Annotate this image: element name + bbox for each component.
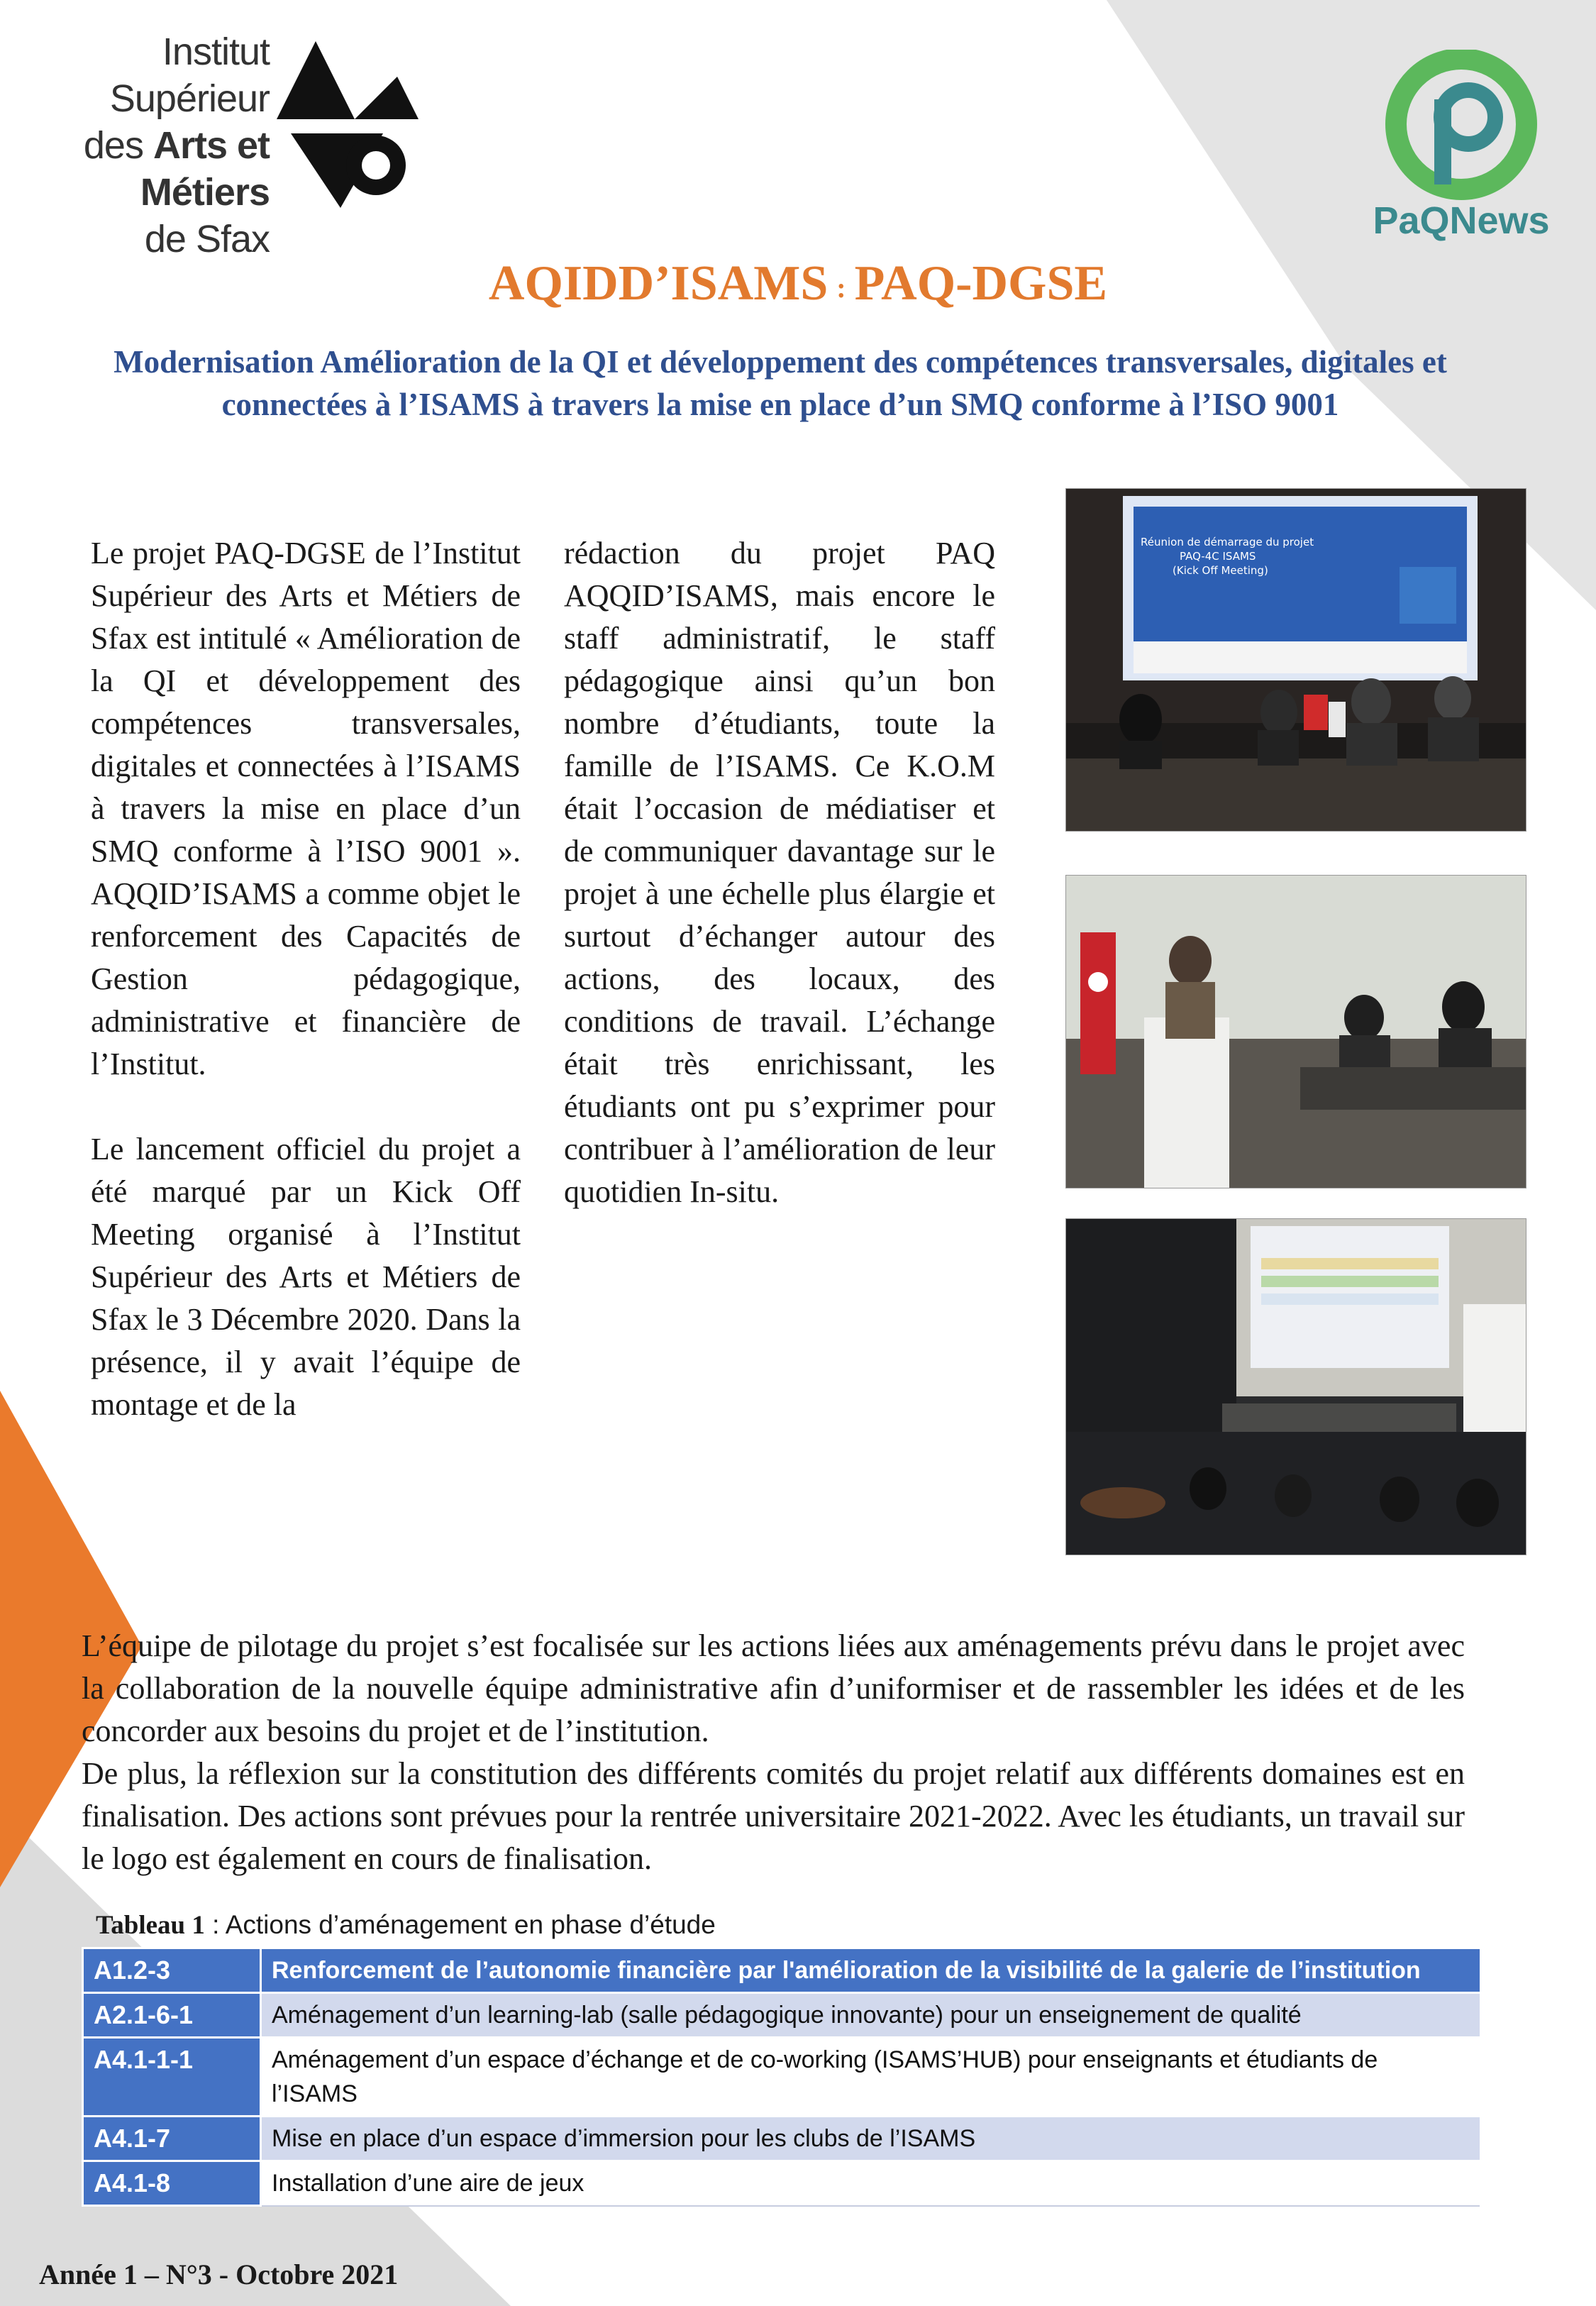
column2-paragraph-1: rédaction du projet PAQ AQQID’ISAMS, mais encore le staff administratif, le staff pédagogique ainsi qu’un bon nombre d’étudiants, toute la famille de l’ISAMS. Ce K.O.M était l’occasion de médiatiser et de communiquer davantage sur le projet à une échelle plus élargie et surtout d’échanger autour des actions, des locaux, des conditions de travail. L’échange était très enrichissant, les étudiants ont pu s’exprimer pour contribuer à l’amélioration de leur quotidien In-situ. — [564, 536, 995, 1209]
table-caption-text: : Actions d’aménagement en phase d’étude — [204, 1910, 716, 1939]
bottom-paragraph-1: L’équipe de pilotage du projet s’est focalisée sur les actions liées aux aménagements prévu dans le projet avec la collaboration de la nouvelle équipe administrative afin d’uniformiser et de rassembler les idées et de les concorder aux besoins du projet et de l’institution. — [82, 1628, 1465, 1748]
institute-logo — [28, 28, 426, 260]
column1-paragraph-2: Le lancement officiel du projet a été marqué par un Kick Off Meeting organisé à l’Institut Supérieur des Arts et Métiers de Sfax le 3 Décembre 2020. Dans la présence, il y avait l’équipe de montage et de la — [91, 1132, 521, 1422]
photo-audience — [1065, 1218, 1526, 1555]
photo-kickoff-illustration — [1066, 489, 1526, 831]
logo-line-3: de Sfax — [144, 218, 270, 260]
photo-audience-illustration — [1066, 1219, 1526, 1555]
table-row — [83, 2161, 1481, 2206]
action-description: Installation d’une aire de jeux — [261, 2161, 1481, 2206]
flag — [1304, 695, 1328, 730]
table-row — [83, 1993, 1481, 2038]
table-row — [83, 1948, 1481, 1993]
action-code: A4.1-1-1 — [83, 2038, 261, 2117]
action-description: Aménagement d’un learning-lab (salle pédagogique innovante) pour un enseignement de qualité — [261, 1993, 1481, 2038]
slide-line-1: Réunion de démarrage du projet — [1141, 536, 1314, 548]
table-row — [83, 2117, 1481, 2161]
page-subtitle: Modernisation Amélioration de la QI et développement des compétences transversales, digitales et connectées à l’ISAMS à travers la mise en place d’un SMQ conforme à l’ISO 9001 — [113, 344, 1447, 422]
action-code: A1.2-3 — [83, 1948, 261, 1993]
logo-line-2: des Arts et Métiers — [83, 124, 270, 214]
title-right: PAQ-DGSE — [854, 256, 1108, 311]
photo-speaker-illustration — [1066, 876, 1526, 1188]
slide-line-2: PAQ-4C ISAMS — [1180, 550, 1256, 563]
table-row — [83, 2038, 1481, 2117]
issue-footer: Année 1 – N°3 - Octobre 2021 — [39, 2258, 399, 2290]
photo-speaker — [1065, 875, 1526, 1188]
article-column-2 — [564, 532, 995, 1213]
table-caption-label: Tableau 1 — [96, 1911, 205, 1940]
photo-kickoff-panel — [1065, 488, 1526, 832]
paqnews-p-icon — [1369, 50, 1553, 206]
hat — [1080, 1487, 1165, 1518]
page-title — [0, 255, 1596, 312]
bottom-paragraph-2: De plus, la réflexion sur la constitution des différents comités du projet relatif aux différents domaines est en finalisation. Des actions sont prévues pour la rentrée universitaire 2021-2022. Avec les étudiants, un travail sur le logo est également en cours de finalisation. — [82, 1756, 1465, 1876]
column1-paragraph-1: Le projet PAQ-DGSE de l’Institut Supérieur des Arts et Métiers de Sfax est intitulé « Amélioration de la QI et développement des compétences transversales, digitales et connectées à l’ISAMS à travers la mise en place d’un SMQ conforme à l’ISO 9001 ». AQQID’ISAMS a comme objet le renforcement des Capacités de Gestion pédagogique, administrative et financière de l’Institut. — [91, 536, 521, 1081]
article-column-1 — [91, 532, 521, 1426]
table — [1066, 758, 1526, 831]
paqnews-name: PaQNews — [1373, 199, 1550, 242]
action-code: A4.1-8 — [83, 2161, 261, 2206]
bottom-text — [82, 1625, 1465, 1880]
table-caption — [96, 1910, 716, 1941]
action-description: Renforcement de l’autonomie financière par l'amélioration de la visibilité de la galerie de l’institution — [261, 1948, 1481, 1993]
action-description: Mise en place d’un espace d’immersion pour les clubs de l’ISAMS — [261, 2117, 1481, 2161]
paqnews-logo — [1369, 50, 1553, 255]
title-left: AQIDD’ISAMS — [488, 256, 829, 311]
title-separator: : — [836, 272, 846, 304]
actions-table — [82, 1947, 1482, 2207]
slide-line-3: (Kick Off Meeting) — [1173, 564, 1268, 577]
flag-tunisia — [1080, 932, 1116, 1074]
isams-emblem-icon — [277, 34, 419, 211]
action-code: A4.1-7 — [83, 2117, 261, 2161]
action-code: A2.1-6-1 — [83, 1993, 261, 2038]
action-description: Aménagement d’un espace d’échange et de co-working (ISAMS’HUB) pour enseignants et étudiants de l’ISAMS — [261, 2038, 1481, 2117]
lectern — [1144, 1017, 1229, 1188]
logo-line-1: Institut Supérieur — [109, 31, 270, 120]
